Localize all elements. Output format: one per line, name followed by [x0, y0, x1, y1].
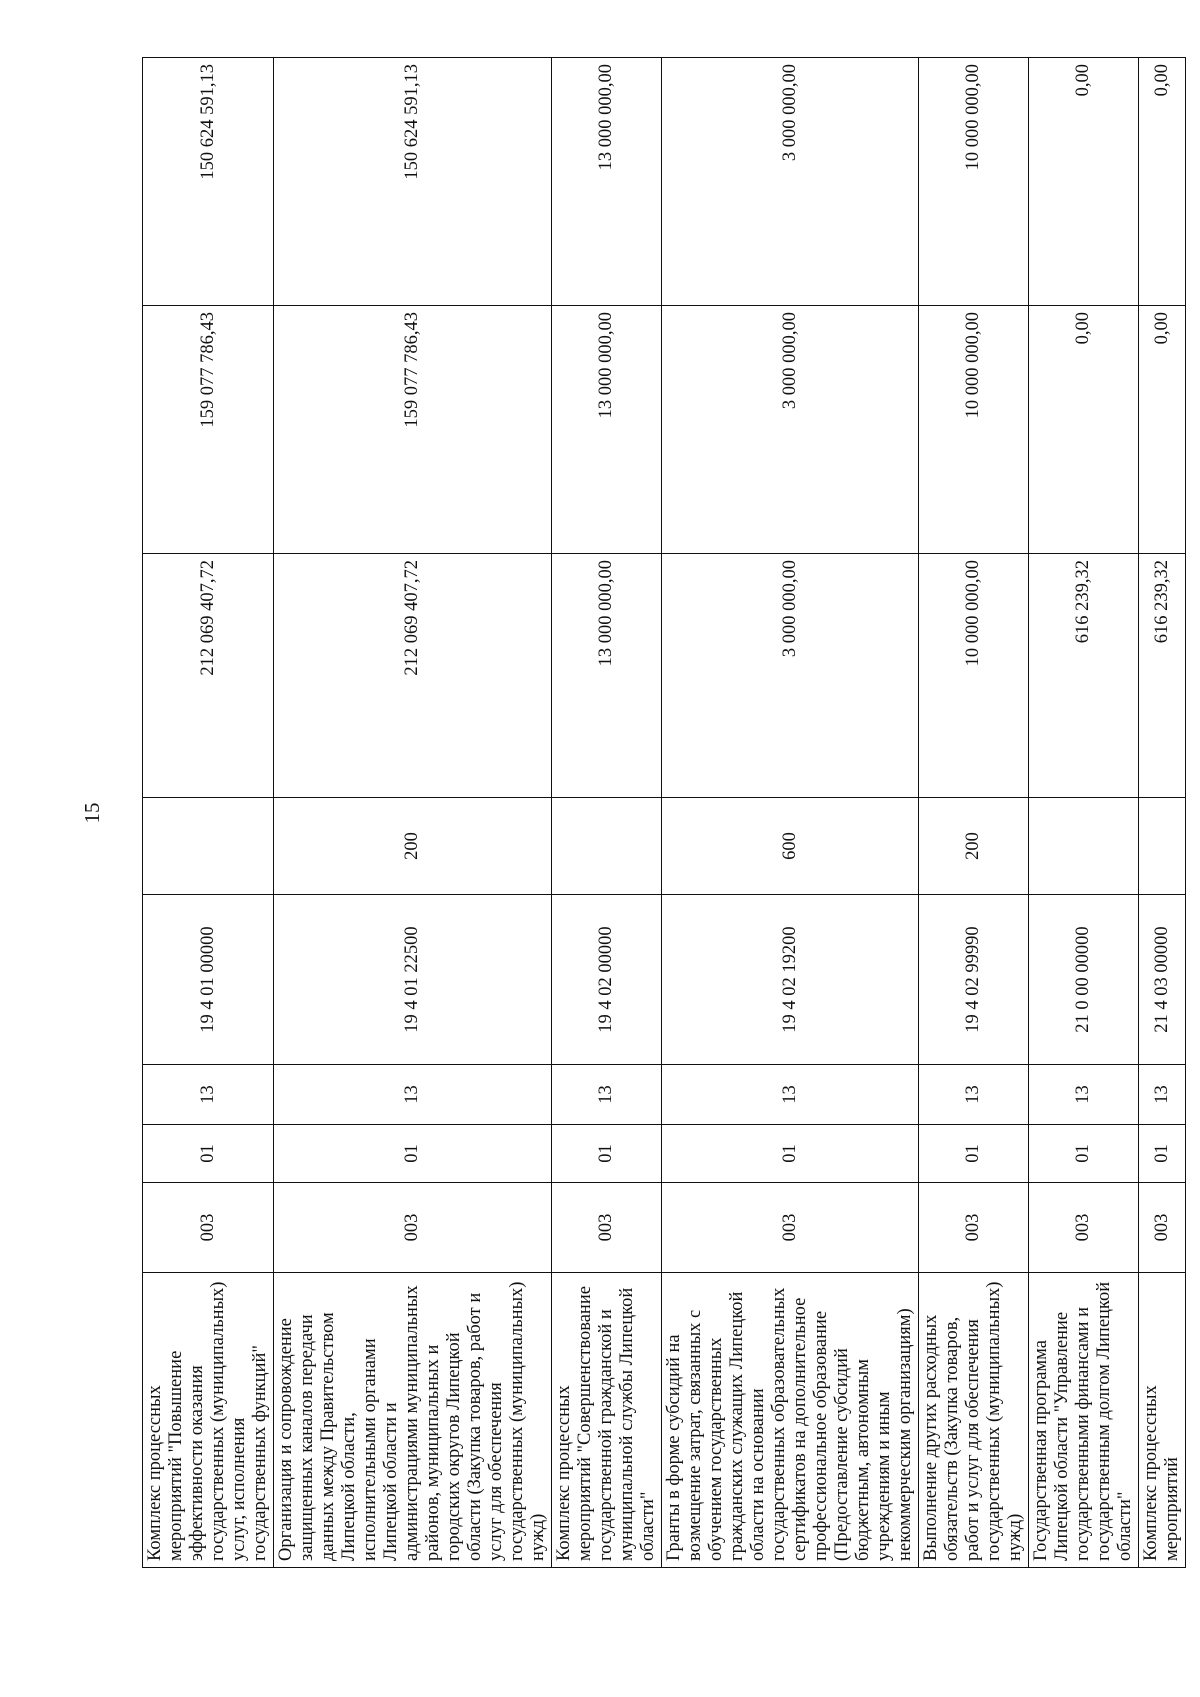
admin-code: 003 — [919, 1183, 1029, 1273]
admin-code: 003 — [143, 1183, 274, 1273]
rotated-page — [80, 58, 1182, 1568]
target-article: 19 4 02 99990 — [919, 895, 1029, 1065]
sum-year-2: 13 000 000,00 — [552, 306, 662, 554]
row-name: Комплекс процессных мероприятий "Совершенствование государственной гражданской и муниципальной службы Липецкой области" — [552, 1273, 662, 1568]
admin-code: 003 — [1029, 1183, 1139, 1273]
admin-code: 003 — [274, 1183, 552, 1273]
table-row — [1029, 58, 1139, 1568]
sum-year-2: 3 000 000,00 — [662, 306, 919, 554]
target-article: 21 4 03 00000 — [1139, 895, 1186, 1065]
row-name: Гранты в форме субсидий на возмещение затрат, связанных с обучением государственных гражданских служащих Липецкой области на основании государственных образовательных сертификатов на дополнительное профессиональное образование (Предоставление субсидий бюджетным, автономным учреждениям и иным некоммерческим организациям) — [662, 1273, 919, 1568]
subsection-code: 13 — [1139, 1065, 1186, 1125]
table-row — [274, 58, 552, 1568]
budget-table — [142, 57, 1186, 1568]
section-code: 01 — [1029, 1125, 1139, 1183]
target-article: 19 4 01 22500 — [274, 895, 552, 1065]
admin-code: 003 — [662, 1183, 919, 1273]
row-name: Выполнение других расходных обязательств (Закупка товаров, работ и услуг для обеспечения государственных (муниципальных) нужд) — [919, 1273, 1029, 1568]
row-name: Государственная программа Липецкой области "Управление государственными финансами и государственным долгом Липецкой области" — [1029, 1273, 1139, 1568]
table-row — [143, 58, 274, 1568]
expense-type — [143, 798, 274, 895]
sum-year-1: 3 000 000,00 — [662, 554, 919, 798]
sum-year-3: 150 624 591,13 — [274, 58, 552, 306]
sum-year-2: 0,00 — [1139, 306, 1186, 554]
table-row — [552, 58, 662, 1568]
expense-type — [552, 798, 662, 895]
expense-type: 200 — [274, 798, 552, 895]
subsection-code: 13 — [919, 1065, 1029, 1125]
sum-year-1: 10 000 000,00 — [919, 554, 1029, 798]
sum-year-1: 616 239,32 — [1139, 554, 1186, 798]
sum-year-1: 212 069 407,72 — [274, 554, 552, 798]
subsection-code: 13 — [143, 1065, 274, 1125]
section-code: 01 — [274, 1125, 552, 1183]
target-article: 19 4 02 00000 — [552, 895, 662, 1065]
admin-code: 003 — [552, 1183, 662, 1273]
page-number: 15 — [80, 802, 104, 824]
subsection-code: 13 — [1029, 1065, 1139, 1125]
sum-year-2: 159 077 786,43 — [143, 306, 274, 554]
sum-year-1: 212 069 407,72 — [143, 554, 274, 798]
table-row — [662, 58, 919, 1568]
row-name: Комплекс процессных мероприятий "Повышение эффективности оказания государственных (муниципальных) услуг, исполнения государственных функций" — [143, 1273, 274, 1568]
row-name: Комплекс процессных мероприятий — [1139, 1273, 1186, 1568]
sum-year-1: 13 000 000,00 — [552, 554, 662, 798]
target-article: 19 4 02 19200 — [662, 895, 919, 1065]
sum-year-2: 10 000 000,00 — [919, 306, 1029, 554]
expense-type: 200 — [919, 798, 1029, 895]
target-article: 19 4 01 00000 — [143, 895, 274, 1065]
expense-type — [1029, 798, 1139, 895]
sum-year-2: 0,00 — [1029, 306, 1139, 554]
section-code: 01 — [662, 1125, 919, 1183]
section-code: 01 — [919, 1125, 1029, 1183]
sum-year-2: 159 077 786,43 — [274, 306, 552, 554]
expense-type — [1139, 798, 1186, 895]
subsection-code: 13 — [552, 1065, 662, 1125]
subsection-code: 13 — [274, 1065, 552, 1125]
subsection-code: 13 — [662, 1065, 919, 1125]
sum-year-3: 13 000 000,00 — [552, 58, 662, 306]
row-name: Организация и сопровождение защищенных каналов передачи данных между Правительством Липецкой области, исполнительными органами Липецкой области и администрациями муниципальных районов, муниципальных и городских округов Липецкой области (Закупка товаров, работ и услуг для обеспечения государственных (муниципальных) нужд) — [274, 1273, 552, 1568]
sum-year-3: 0,00 — [1029, 58, 1139, 306]
table-row — [919, 58, 1029, 1568]
sum-year-3: 0,00 — [1139, 58, 1186, 306]
table-body — [143, 58, 1186, 1568]
section-code: 01 — [552, 1125, 662, 1183]
sum-year-3: 10 000 000,00 — [919, 58, 1029, 306]
sum-year-3: 3 000 000,00 — [662, 58, 919, 306]
section-code: 01 — [143, 1125, 274, 1183]
section-code: 01 — [1139, 1125, 1186, 1183]
table-row — [1139, 58, 1186, 1568]
target-article: 21 0 00 00000 — [1029, 895, 1139, 1065]
admin-code: 003 — [1139, 1183, 1186, 1273]
sum-year-1: 616 239,32 — [1029, 554, 1139, 798]
expense-type: 600 — [662, 798, 919, 895]
sum-year-3: 150 624 591,13 — [143, 58, 274, 306]
